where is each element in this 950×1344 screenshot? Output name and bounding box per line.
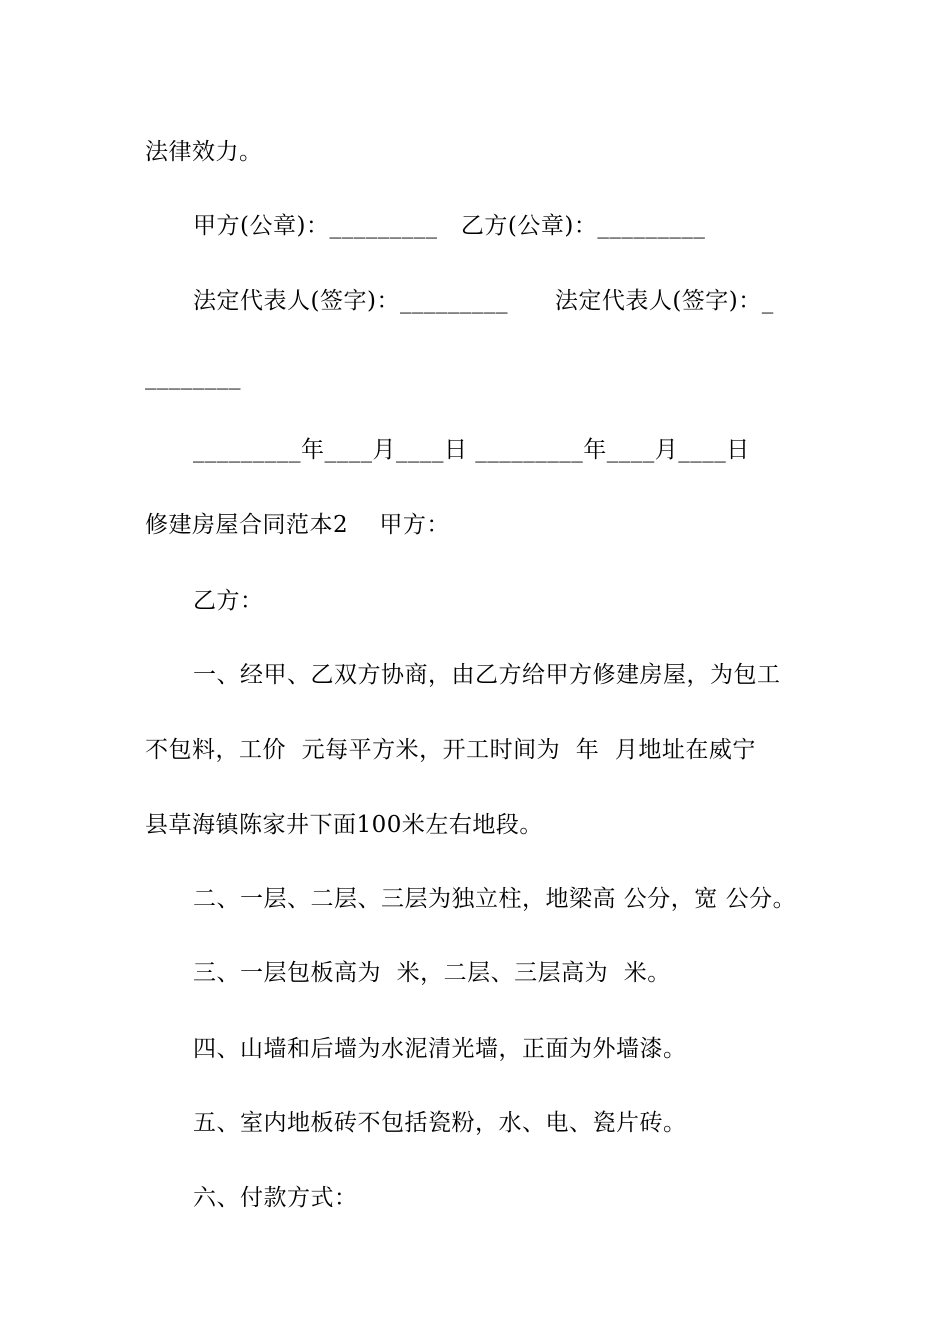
text-line-clause-5: 五、室内地板砖不包括瓷粉，水、电、瓷片砖。 [193,1110,687,1136]
text-line-clause-1-cont: 不包料，工价 元每平方米，开工时间为 年 月地址在威宁 [145,737,756,763]
text-line-signature-continued: ________ [145,364,241,390]
text-line-contract-title: 修建房屋合同范本2 甲方： [145,512,450,538]
text-line-dates: _________年____月____日 _________年____月____日 [193,437,750,463]
text-line-party-seals: 甲方(公章)：_________ 乙方(公章)：_________ [193,213,706,239]
text-line-clause-1: 一、经甲、乙双方协商，由乙方给甲方修建房屋，为包工 [193,662,781,688]
text-line-clause-3: 三、一层包板高为 米，二层、三层高为 米。 [193,960,671,986]
text-line-legal-effect: 法律效力。 [145,139,263,165]
text-line-clause-1-address: 县草海镇陈家井下面100米左右地段。 [145,812,543,838]
text-line-clause-6: 六、付款方式： [193,1185,358,1211]
text-line-legal-representatives: 法定代表人(签字)：_________ 法定代表人(签字)：_ [193,288,774,314]
text-line-clause-4: 四、山墙和后墙为水泥清光墙，正面为外墙漆。 [193,1036,687,1062]
text-line-party-b: 乙方： [193,588,264,614]
text-line-clause-2: 二、一层、二层、三层为独立柱，地梁高 公分，宽 公分。 [193,886,797,912]
